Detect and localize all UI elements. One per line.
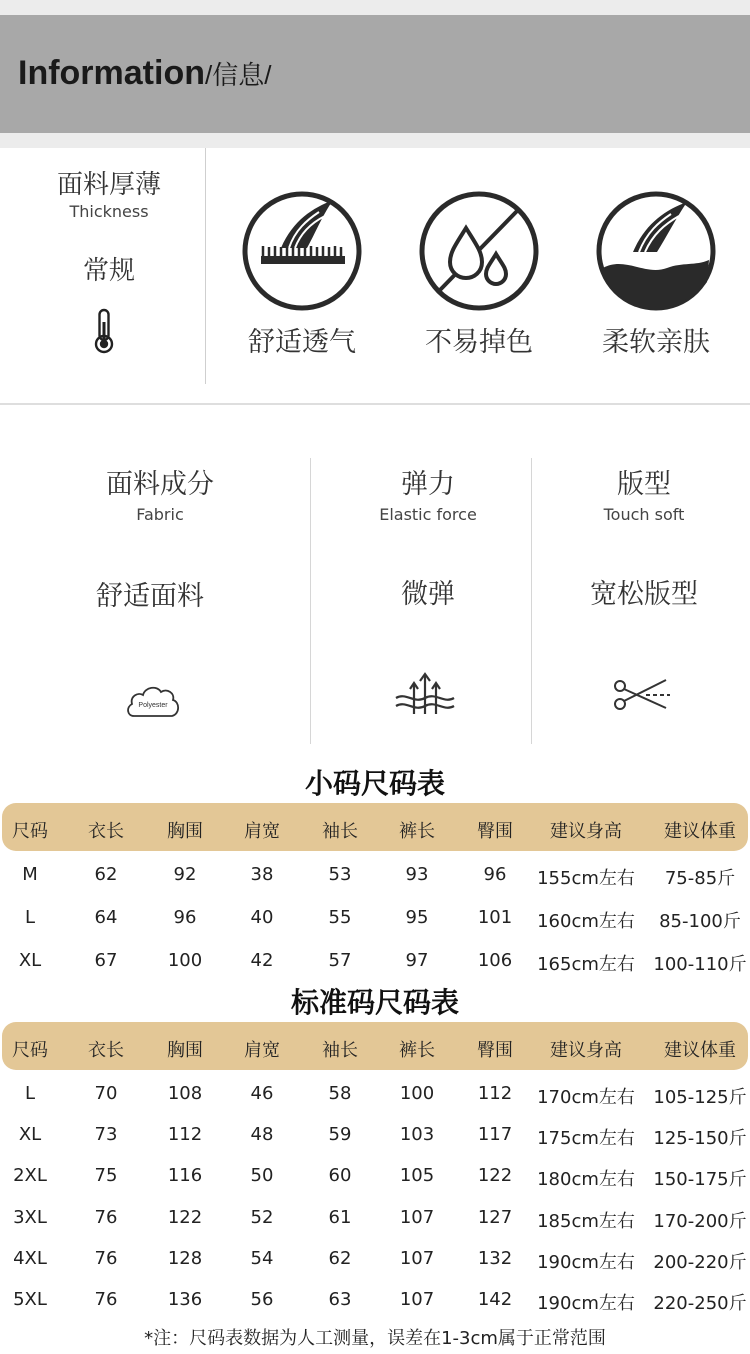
table-cell: 125-150斤 bbox=[653, 1128, 747, 1149]
table-cell: 132 bbox=[477, 1248, 513, 1269]
table-cell: 96 bbox=[173, 907, 197, 928]
table-cell: 59 bbox=[328, 1124, 352, 1145]
table-cell: 116 bbox=[167, 1165, 203, 1186]
table-cell: 100-110斤 bbox=[653, 954, 747, 975]
table-cell: 100 bbox=[399, 1083, 435, 1104]
table-cell: 107 bbox=[399, 1207, 435, 1228]
table-cell: 150-175斤 bbox=[653, 1169, 747, 1190]
attr-value: 舒适面料 bbox=[96, 581, 204, 612]
row-size-cell: L bbox=[24, 907, 36, 928]
small-size-table-title: 小码尺码表 bbox=[304, 767, 445, 800]
row-size-cell: 3XL bbox=[13, 1207, 47, 1228]
table-cell: 50 bbox=[250, 1165, 274, 1186]
table-cell: 180cm左右 bbox=[537, 1169, 635, 1190]
feature-breathable bbox=[232, 190, 372, 359]
table-cell: 75 bbox=[94, 1165, 118, 1186]
attr-fit bbox=[544, 462, 744, 524]
table-cell: 57 bbox=[328, 950, 352, 971]
table-cell: 92 bbox=[173, 864, 197, 885]
table-cell: 55 bbox=[328, 907, 352, 928]
header-cell: 建议体重 bbox=[664, 821, 736, 842]
table-cell: 155cm左右 bbox=[537, 868, 635, 889]
row-size-cell: M bbox=[22, 864, 38, 885]
table-cell: 85-100斤 bbox=[659, 911, 741, 932]
table-cell: 105 bbox=[399, 1165, 435, 1186]
header-cell: 尺码 bbox=[12, 1040, 48, 1061]
table-cell: 93 bbox=[405, 864, 429, 885]
attr-title: 面料成分 bbox=[106, 469, 214, 500]
header-cell: 肩宽 bbox=[244, 821, 280, 842]
table-cell: 220-250斤 bbox=[653, 1293, 747, 1314]
table-cell: 60 bbox=[328, 1165, 352, 1186]
table-cell: 46 bbox=[250, 1083, 274, 1104]
header-cell: 袖长 bbox=[322, 1040, 358, 1061]
table-cell: 112 bbox=[167, 1124, 203, 1145]
table-cell: 54 bbox=[250, 1248, 274, 1269]
polyester-cloud-icon bbox=[124, 682, 182, 722]
header-cell: 裤长 bbox=[399, 1040, 435, 1061]
table-cell: 97 bbox=[405, 950, 429, 971]
header-cell: 尺码 bbox=[12, 821, 48, 842]
header-cell: 建议体重 bbox=[664, 1040, 736, 1061]
thickness-label-en: Thickness bbox=[69, 202, 149, 221]
feature-label: 柔软亲肤 bbox=[602, 327, 710, 358]
table-cell: 70 bbox=[94, 1083, 118, 1104]
no-fade-icon bbox=[418, 190, 540, 312]
attr-title-en: Touch soft bbox=[603, 505, 685, 524]
row-size-cell: XL bbox=[18, 1124, 42, 1145]
table-cell: 105-125斤 bbox=[653, 1087, 747, 1108]
table-cell: 56 bbox=[250, 1289, 274, 1310]
table-cell: 106 bbox=[477, 950, 513, 971]
table-cell: 95 bbox=[405, 907, 429, 928]
breathable-icon bbox=[241, 190, 363, 312]
table-cell: 53 bbox=[328, 864, 352, 885]
table-cell: 190cm左右 bbox=[537, 1252, 635, 1273]
header-cell: 建议身高 bbox=[550, 1040, 622, 1061]
table-cell: 160cm左右 bbox=[537, 911, 635, 932]
thermometer-icon bbox=[92, 308, 116, 354]
table-cell: 63 bbox=[328, 1289, 352, 1310]
table-cell: 107 bbox=[399, 1289, 435, 1310]
table-cell: 76 bbox=[94, 1289, 118, 1310]
table-cell: 52 bbox=[250, 1207, 274, 1228]
header-cell: 衣长 bbox=[88, 1040, 124, 1061]
attr-value: 宽松版型 bbox=[590, 579, 698, 610]
header-cell: 衣长 bbox=[88, 821, 124, 842]
table-cell: 136 bbox=[167, 1289, 203, 1310]
feature-no-fade bbox=[409, 190, 549, 359]
table-cell: 67 bbox=[94, 950, 118, 971]
table-cell: 62 bbox=[328, 1248, 352, 1269]
page-title bbox=[18, 54, 271, 93]
thickness-label: 面料厚薄 bbox=[56, 170, 161, 200]
attr-fabric bbox=[60, 462, 260, 524]
attr-title: 弹力 bbox=[401, 469, 455, 500]
row-size-cell: 4XL bbox=[13, 1248, 47, 1269]
title-en: Information bbox=[18, 54, 205, 92]
row-size-cell: XL bbox=[18, 950, 42, 971]
table-cell: 40 bbox=[250, 907, 274, 928]
table-cell: 48 bbox=[250, 1124, 274, 1145]
table-cell: 76 bbox=[94, 1207, 118, 1228]
table-cell: 38 bbox=[250, 864, 274, 885]
column-divider bbox=[531, 458, 532, 744]
table-cell: 101 bbox=[477, 907, 513, 928]
top-strip bbox=[0, 0, 750, 15]
header-cell: 臀围 bbox=[477, 821, 513, 842]
table-cell: 62 bbox=[94, 864, 118, 885]
table-cell: 96 bbox=[483, 864, 507, 885]
scissors-icon bbox=[612, 676, 672, 714]
section-divider-horizontal bbox=[0, 403, 750, 405]
section-divider bbox=[205, 148, 206, 384]
header-cell: 肩宽 bbox=[244, 1040, 280, 1061]
table-cell: 122 bbox=[167, 1207, 203, 1228]
header-cell: 裤长 bbox=[399, 821, 435, 842]
attr-title-en: Elastic force bbox=[379, 505, 477, 524]
table-cell: 73 bbox=[94, 1124, 118, 1145]
table-cell: 190cm左右 bbox=[537, 1293, 635, 1314]
table-cell: 128 bbox=[167, 1248, 203, 1269]
table-cell: 64 bbox=[94, 907, 118, 928]
attr-title-en: Fabric bbox=[136, 505, 184, 524]
row-size-cell: 5XL bbox=[13, 1289, 47, 1310]
table-cell: 100 bbox=[167, 950, 203, 971]
feature-label: 不易掉色 bbox=[425, 327, 533, 358]
table-cell: 75-85斤 bbox=[664, 868, 736, 889]
attr-title: 版型 bbox=[617, 469, 671, 500]
table-cell: 200-220斤 bbox=[653, 1252, 747, 1273]
attr-value: 微弹 bbox=[401, 579, 455, 610]
polyester-text: Polyester bbox=[138, 702, 168, 709]
row-size-cell: 2XL bbox=[13, 1165, 47, 1186]
table-cell: 107 bbox=[399, 1248, 435, 1269]
table-cell: 165cm左右 bbox=[537, 954, 635, 975]
header-cell: 臀围 bbox=[477, 1040, 513, 1061]
feature-soft bbox=[586, 190, 726, 359]
header-cell: 胸围 bbox=[167, 1040, 203, 1061]
table-cell: 76 bbox=[94, 1248, 118, 1269]
table-cell: 58 bbox=[328, 1083, 352, 1104]
header-cell: 袖长 bbox=[322, 821, 358, 842]
table-cell: 127 bbox=[477, 1207, 513, 1228]
table-cell: 42 bbox=[250, 950, 274, 971]
table-cell: 112 bbox=[477, 1083, 513, 1104]
attr-elastic bbox=[328, 462, 528, 524]
table-cell: 142 bbox=[477, 1289, 513, 1310]
row-size-cell: L bbox=[24, 1083, 36, 1104]
title-cn: /信息/ bbox=[204, 60, 272, 90]
table-cell: 108 bbox=[167, 1083, 203, 1104]
soft-skin-icon bbox=[595, 190, 717, 312]
header-cell: 建议身高 bbox=[550, 821, 622, 842]
standard-size-table-title: 标准码尺码表 bbox=[290, 986, 459, 1019]
table-cell: 175cm左右 bbox=[537, 1128, 635, 1149]
thickness-section bbox=[0, 148, 750, 404]
header-gap bbox=[0, 133, 750, 148]
feature-label: 舒适透气 bbox=[248, 327, 356, 358]
table-cell: 170-200斤 bbox=[653, 1211, 747, 1232]
header-cell: 胸围 bbox=[167, 821, 203, 842]
table-cell: 61 bbox=[328, 1207, 352, 1228]
table-cell: 117 bbox=[477, 1124, 513, 1145]
stretch-icon bbox=[394, 670, 456, 718]
table-cell: 122 bbox=[477, 1165, 513, 1186]
table-cell: 185cm左右 bbox=[537, 1211, 635, 1232]
column-divider bbox=[310, 458, 311, 744]
table-cell: 170cm左右 bbox=[537, 1087, 635, 1108]
table-cell: 103 bbox=[399, 1124, 435, 1145]
thickness-value: 常规 bbox=[82, 256, 135, 286]
measurement-note: *注：尺码表数据为人工测量，误差在1-3cm属于正常范围 bbox=[144, 1328, 606, 1349]
